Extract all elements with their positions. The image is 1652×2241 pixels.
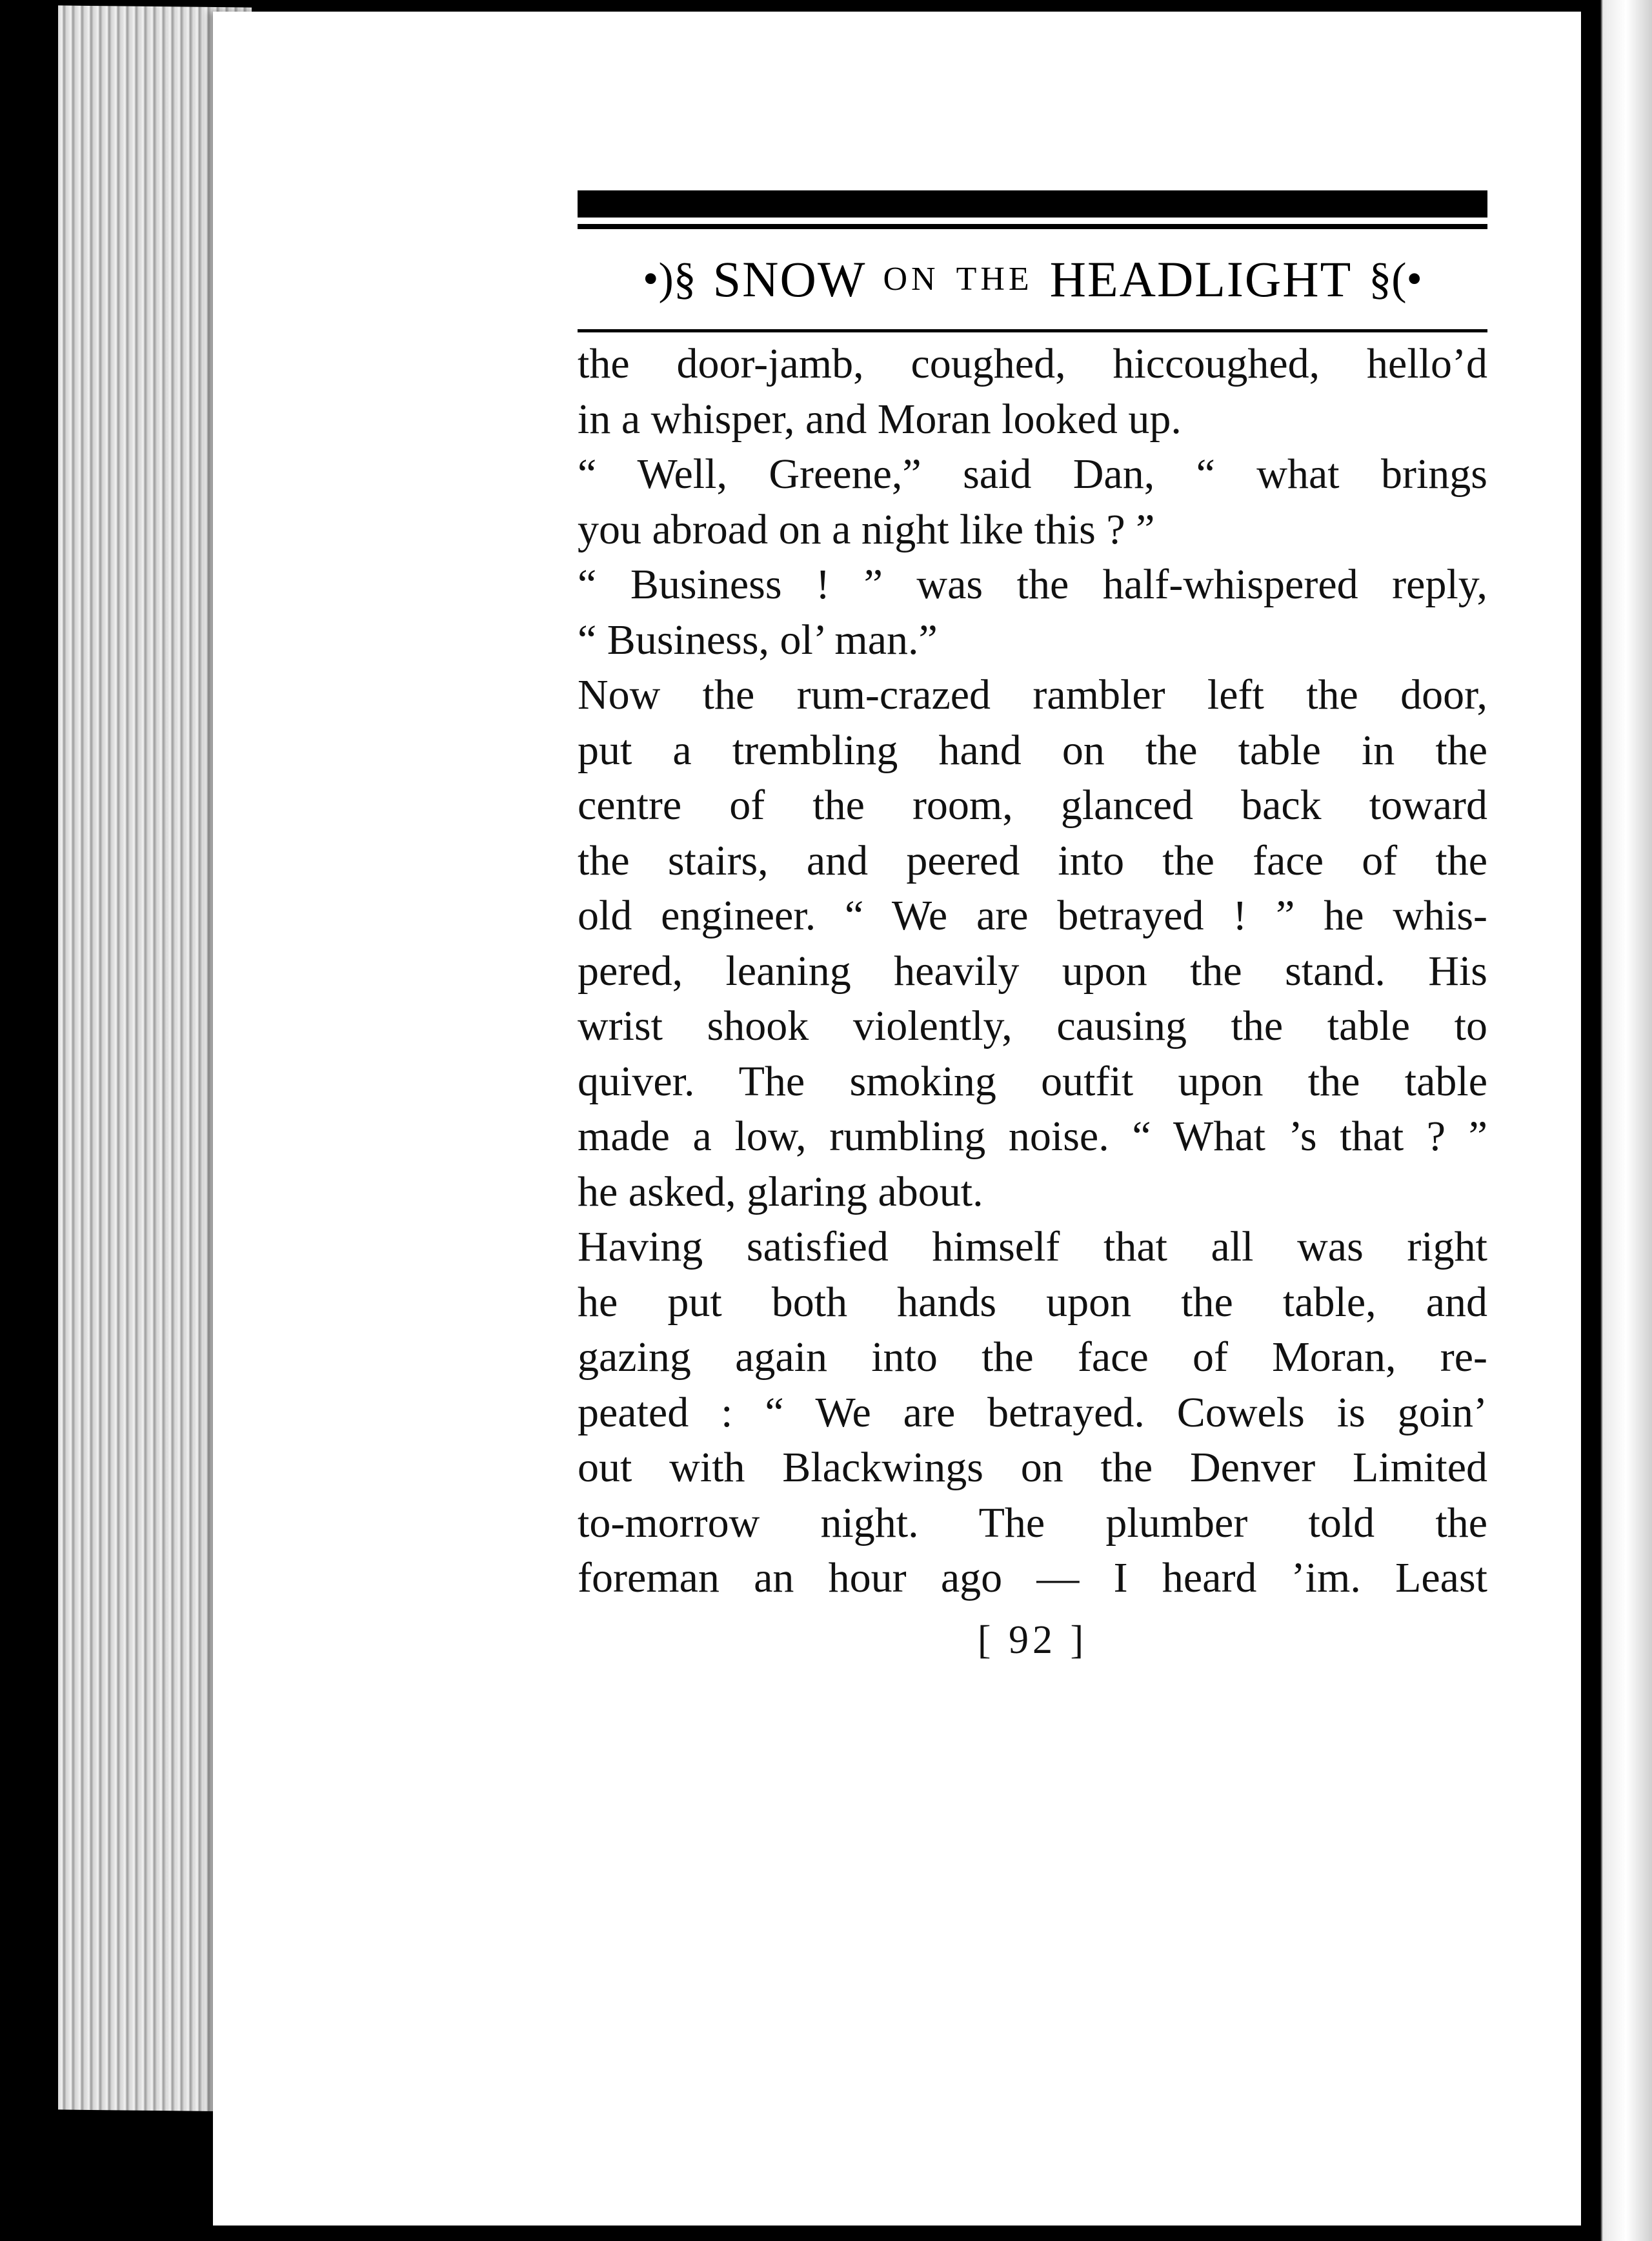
text-line: the door-jamb, coughed, hiccoughed, hello’d: [578, 340, 1487, 387]
text-line: you abroad on a night like this ? ”: [578, 505, 1155, 553]
text-line: Now the rum-crazed rambler left the door,: [578, 671, 1487, 718]
running-head-the: THE: [956, 261, 1033, 298]
text-line: “ Business, ol’ man.”: [578, 616, 938, 664]
header-rule-thick: [578, 190, 1487, 218]
text-line: the stairs, and peered into the face of the: [578, 837, 1487, 884]
text-line: wrist shook violently, causing the table to: [578, 1002, 1487, 1050]
text-line: he put both hands upon the table, and: [578, 1278, 1487, 1326]
text-line: out with Blackwings on the Denver Limited: [578, 1444, 1487, 1491]
body-text: [578, 336, 1487, 1606]
text-line: “ Business ! ” was the half-whispered reply,: [578, 561, 1487, 608]
text-line: to-morrow night. The plumber told the: [578, 1499, 1487, 1546]
text-line: gazing again into the face of Moran, re-: [578, 1333, 1487, 1381]
header-rule-thin: [578, 224, 1487, 229]
text-line: old engineer. “ We are betrayed ! ” he whis-: [578, 892, 1487, 939]
text-line: Having satisfied himself that all was right: [578, 1223, 1487, 1270]
left-ornament: •)§: [642, 254, 696, 304]
text-line: put a trembling hand on the table in the: [578, 726, 1487, 774]
running-head-headlight: HEADLIGHT: [1049, 250, 1353, 307]
text-line: “ Well, Greene,” said Dan, “ what brings: [578, 451, 1487, 498]
text-line: peated : “ We are betrayed. Cowels is goin’: [578, 1388, 1487, 1436]
text-line: pered, leaning heavily upon the stand. His: [578, 947, 1487, 995]
page-content: [578, 190, 1487, 1663]
text-line: he asked, glaring about.: [578, 1168, 983, 1215]
text-line: in a whisper, and Moran looked up.: [578, 395, 1182, 443]
running-head: [578, 229, 1487, 329]
header-underline: [578, 329, 1487, 332]
text-line: made a low, rumbling noise. “ What ’s that ? ”: [578, 1113, 1487, 1160]
text-line: quiver. The smoking outfit upon the table: [578, 1057, 1487, 1105]
text-line: foreman an hour ago — I heard ’im. Least: [578, 1554, 1487, 1601]
running-head-on: ON: [883, 261, 940, 298]
right-ornament: §(•: [1369, 254, 1423, 304]
running-head-snow: SNOW: [712, 250, 867, 307]
page-number: [ 92 ]: [977, 1617, 1088, 1662]
facing-page-edge: [1587, 0, 1652, 2241]
text-line: centre of the room, glanced back toward: [578, 782, 1487, 829]
